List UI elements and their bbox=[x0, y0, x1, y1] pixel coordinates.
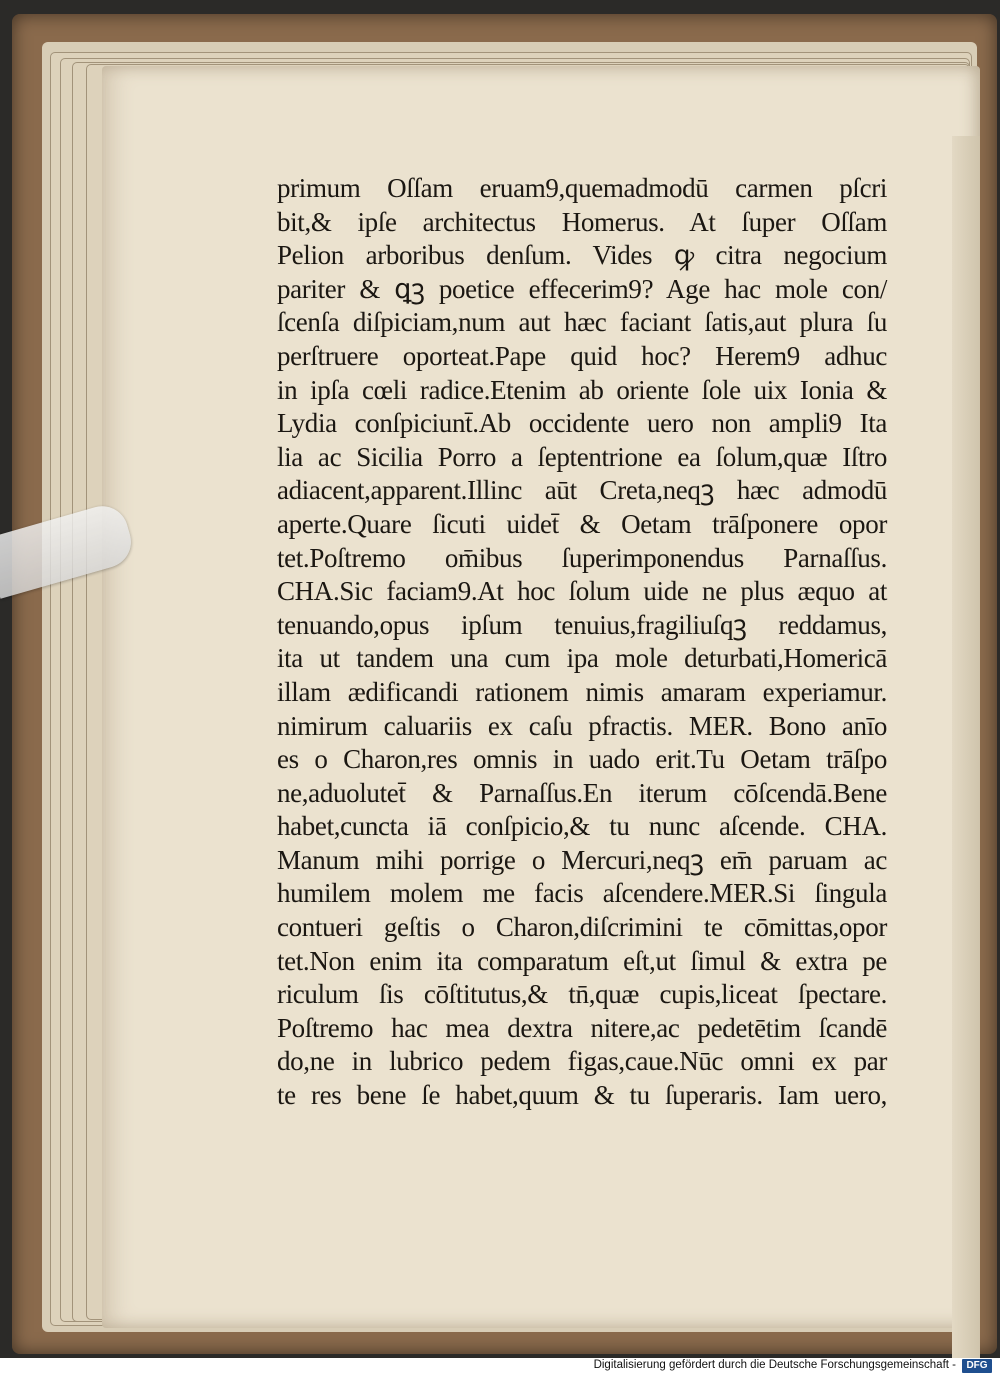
text-line: humilem molem me facis aſcendere.MER.Si ſingula bbox=[277, 878, 887, 909]
text-line: Lydia conſpiciunt̄.Ab occidente uero non ampli9 Ita bbox=[277, 408, 887, 439]
text-line: lia ac Sicilia Porro a ſeptentrione ea ſolum,quæ Iſtro bbox=[277, 441, 887, 472]
text-line: pariter & ꝗꝫ poetice effecerim9? Age hac mole con/ bbox=[277, 273, 887, 304]
funding-credit: Digitalisierung gefördert durch die Deutsche Forschungsgemeinschaft - bbox=[593, 1359, 956, 1371]
text-line: bit,& ipſe architectus Homerus. At ſuper Oſſam bbox=[277, 206, 887, 237]
text-line: riculum ſis cōſtitutus,& tn̄,quæ cupis,liceat ſpectare. bbox=[277, 979, 887, 1010]
text-line: in ipſa cœli radice.Etenim ab oriente ſole uix Ionia & bbox=[277, 374, 887, 405]
text-line: Manum mihi porrige o Mercuri,neqꝫ em̄ paruam ac bbox=[277, 844, 887, 875]
text-line: ita ut tandem una cum ipa mole deturbati,Homericā bbox=[277, 643, 887, 674]
text-line: te res bene ſe habet,quum & tu ſuperaris. Iam uero, bbox=[277, 1080, 887, 1111]
text-line: perſtruere oporteat.Pape quid hoc? Herem9 adhuc bbox=[277, 340, 887, 371]
text-line: es o Charon,res omnis in uado erit.Tu Oetam trāſpo bbox=[277, 744, 887, 775]
text-line: contueri geſtis o Charon,diſcrimini te cōmittas,opor bbox=[277, 912, 887, 943]
text-line: nimirum caluariis ex caſu pfractis. MER. Bono anīo bbox=[277, 710, 887, 741]
dfg-logo: DFG bbox=[962, 1359, 992, 1373]
text-line: Poſtremo hac mea dextra nitere,ac pedetētim ſcandē bbox=[277, 1012, 887, 1043]
text-line: tenuando,opus ipſum tenuius,fragiliuſqꝫ reddamus, bbox=[277, 609, 887, 640]
text-line: habet,cuncta iā conſpicio,& tu nunc aſcende. CHA. bbox=[277, 811, 887, 842]
text-line: tet.Poſtremo om̄ibus ſuperimponendus Parnaſſus. bbox=[277, 542, 887, 573]
page-gutter bbox=[952, 136, 980, 1358]
text-line: tet.Non enim ita comparatum eſt,ut ſimul & extra pe bbox=[277, 945, 887, 976]
text-line: aperte.Quare ſicuti uidet̄ & Oetam trāſponere opor bbox=[277, 508, 887, 539]
text-line: adiacent,apparent.Illinc aūt Creta,neqꝫ hæc admodū bbox=[277, 475, 887, 506]
text-line: Pelion arboribus denſum. Vides ꝙ citra negocium bbox=[277, 240, 887, 271]
page-text bbox=[277, 172, 887, 1113]
text-line: do,ne in lubrico pedem figas,caue.Nūc omni ex par bbox=[277, 1046, 887, 1077]
text-line: ne,aduolutet̄ & Parnaſſus.En iterum cōſcendā.Bene bbox=[277, 777, 887, 808]
text-line: illam ædificandi rationem nimis amaram experiamur. bbox=[277, 676, 887, 707]
text-line: ſcenſa diſpiciam,num aut hæc faciant ſatis,aut plura ſu bbox=[277, 307, 887, 338]
text-line: primum Oſſam eruam9,quemadmodū carmen pſcri bbox=[277, 173, 887, 203]
text-line: CHA.Sic faciam9.At hoc ſolum uide ne plus æquo at bbox=[277, 576, 887, 607]
